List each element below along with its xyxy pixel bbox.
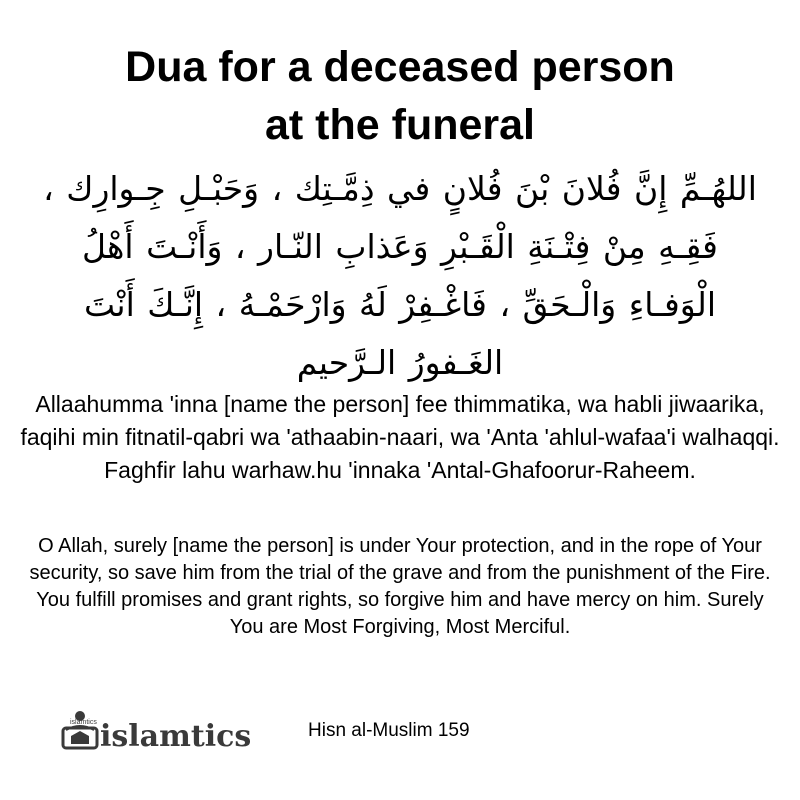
- logo-emblem-icon: [63, 711, 97, 748]
- logo-wordmark: islamtics: [100, 719, 252, 754]
- source-reference: Hisn al-Muslim 159: [308, 720, 470, 741]
- islamtics-logo: [60, 706, 260, 756]
- translation-text: O Allah, surely [name the person] is under Your protection, and in the rope of Your security, so save him from the trial of the grave and from the punishment of the Fire. You fulfill promises and grant rights, so forgive him and have mercy on him. Surely You are Most Forgiving, Most Merciful.: [29, 535, 771, 638]
- logo-small-text: islamtics: [70, 719, 97, 726]
- title-line-2: at the funeral: [265, 101, 535, 149]
- title-line-1: Dua for a deceased person: [125, 43, 675, 91]
- transliteration-text: Allaahumma 'inna [name the person] fee thimmatika, wa habli jiwaarika, faqihi min fitnatil-qabri wa 'athaabin-naari, wa 'Anta 'ahlul-wafaa'i walhaqqi. Faghfir lahu warhaw.hu 'innaka 'Antal-Ghafoorur-Raheem.: [20, 391, 780, 483]
- page-title: [0, 38, 800, 154]
- arabic-dua-text: اللهُـمِّ إِنَّ فُلانَ بْنَ فُلانٍ في ذِمَّـتِك ، وَحَبْـلِ جِـوارِك ، فَقِـهِ مِنْ فِتْـنَةِ الْقَـبْرِ وَعَذابِ النّـار ، وَأَنْـتَ أَهْلُ الْوَفـاءِ وَالْـحَقِّ ، فَاغْـفِرْ لَهُ وَارْحَمْـهُ ، إِنَّـكَ أَنْتَ الغَـفورُ الـرَّحيم: [43, 169, 757, 382]
- footer: [60, 706, 520, 756]
